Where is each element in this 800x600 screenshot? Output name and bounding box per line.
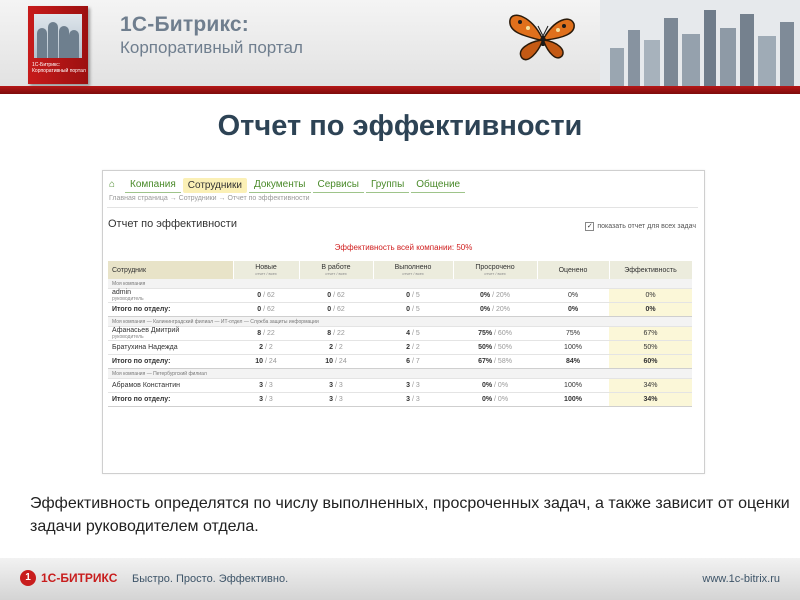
header-logo-line2: Корпоративный портал [120,38,303,57]
footer-slogan: Быстро. Просто. Эффективно. [132,573,289,585]
tab-communication[interactable]: Общение [411,177,465,193]
slide-title: Отчет по эффективности [217,110,583,142]
department-row: Моя компания — Петербургский филиал [108,369,692,379]
breadcrumb-item[interactable]: Сотрудники [178,195,217,202]
department-total-row: Итого по отделу: 0 / 62 0 / 62 0 / 5 0% / 20% 0% 0% [108,303,692,317]
col-header-overdue[interactable]: Просрочено отчет / всех [453,261,537,279]
employee-name[interactable]: Афанасьев Дмитрий [112,327,180,334]
col-header-employee[interactable]: Сотрудник [108,261,233,279]
table-row: Афанасьев Дмитрий руководитель 8 / 22 8 / 22 4 / 5 75% / 60% 75% 67% [108,327,692,341]
tab-groups[interactable]: Группы [366,177,409,193]
portal-nav [109,176,467,194]
header-banner [0,0,800,86]
divider [107,207,698,208]
col-header-done[interactable]: Выполнено отчет / всех [373,261,453,279]
table-row: admin руководитель 0 / 62 0 / 62 0 / 5 0% / 20% 0% 0% [108,289,692,303]
department-total-row: Итого по отделу: 3 / 3 3 / 3 3 / 3 0% / 0% 100% 34% [108,393,692,407]
col-header-new[interactable]: Новые отчет / всех [233,261,299,279]
city-skyline-image [600,0,800,86]
col-header-efficiency[interactable]: Эффективность [609,261,692,279]
employee-position: руководитель [112,296,144,302]
footer [0,558,800,600]
tab-services[interactable]: Сервисы [313,177,364,193]
butterfly-image [504,6,580,66]
employee-name[interactable]: Абрамов Константин [112,382,181,389]
breadcrumb-item[interactable]: Главная страница [109,195,168,202]
bitrix-logo-icon: 1 [20,570,36,586]
footer-url[interactable]: www.1c-bitrix.ru [702,573,780,585]
show-all-toggle[interactable] [585,222,696,231]
table-row: Братухина Надежда 2 / 2 2 / 2 2 / 2 50% / 50% 100% 50% [108,341,692,355]
tab-employees[interactable]: Сотрудники [183,178,247,193]
page-title: Отчет по эффективности [108,218,237,230]
breadcrumb: Главная страница → Сотрудники → Отчет по эффективности [109,195,310,202]
department-row: Моя компания — Калининградский филиал — ИТ-отдел — Служба защиты информации [108,317,692,327]
footer-logo [20,570,117,586]
header-logo-line1: 1С-Битрикс: [120,13,249,36]
col-header-rated[interactable]: Оценено [537,261,609,279]
company-efficiency: Эффективность всей компании: 50% [334,243,473,252]
show-all-checkbox[interactable]: ✓ [586,223,593,230]
table-header-row [108,261,692,279]
product-box-text: 1С-Битрикс: Корпоративный портал [32,62,86,74]
efficiency-table [108,261,693,407]
tab-documents[interactable]: Документы [249,177,311,193]
header-red-bar [0,86,800,94]
table-row: Абрамов Константин 3 / 3 3 / 3 3 / 3 0% / 0% 100% 34% [108,379,692,393]
employee-name[interactable]: admin [112,289,132,296]
footer-brand: 1С-БИТРИКС [41,571,118,585]
breadcrumb-item: Отчет по эффективности [227,195,310,202]
report-screenshot-panel [102,170,705,474]
product-box-image [28,6,88,84]
employee-name[interactable]: Братухина Надежда [112,344,178,351]
tab-company[interactable]: Компания [125,177,181,193]
employee-position: руководитель [112,334,144,340]
department-row: Моя компания [108,279,692,289]
home-icon[interactable]: ⌂ [109,179,116,190]
show-all-label: показать отчет для всех задач [597,223,696,230]
slide-description: Эффективность определятся по числу выполненных, просроченных задач, а также зависит от оценки задачи руководителем отдела. [30,495,790,535]
department-total-row: Итого по отделу: 10 / 24 10 / 24 6 / 7 67% / 58% 84% 60% [108,355,692,369]
col-header-in-progress[interactable]: В работе отчет / всех [299,261,373,279]
